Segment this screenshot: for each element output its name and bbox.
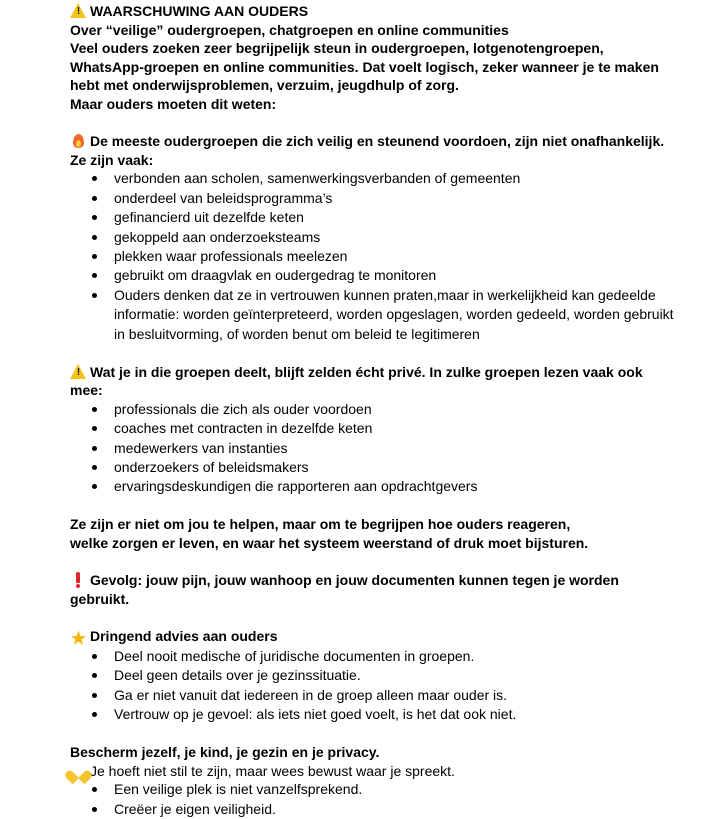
- list-item: Creëer je eigen veiligheid.: [70, 800, 726, 819]
- closing-heading: Bescherm jezelf, je kind, je gezin en je privacy.: [70, 744, 380, 761]
- list-item: onderzoekers of beleidsmakers: [70, 458, 726, 477]
- list-item: Deel geen details over je gezinssituatie.: [70, 666, 726, 685]
- list-item: verbonden aan scholen, samenwerkingsverbanden of gemeenten: [70, 169, 726, 188]
- closing-list: [70, 780, 726, 819]
- section1-heading: De meeste oudergroepen die zich veilig en steunend voordoen, zijn niet onafhankelijk.: [70, 132, 726, 151]
- star-icon: ★: [70, 628, 87, 648]
- consequence-heading-cont: gebruikt.: [70, 590, 130, 607]
- list-item: Ouders denken dat ze in vertrouwen kunnen praten,maar in werkelijkheid kan gedeelde informatie: worden geïnterpreteerd, worden opgeslagen, worden gedeeld, worden gebruikt in besluitvorming, of worden benut om beleid te legitimeren: [70, 286, 674, 344]
- subtitle: Over “veilige” oudergroepen, chatgroepen en online communities: [70, 21, 509, 38]
- yellow-heart-icon: [70, 763, 87, 779]
- section2-heading: !Wat je in die groepen deelt, blijft zelden écht privé. In zulke groepen lezen vaak ook: [70, 363, 726, 382]
- list-item: gebruikt om draagvlak en oudergedrag te monitoren: [70, 266, 726, 285]
- list-item: gekoppeld aan onderzoeksteams: [70, 228, 726, 247]
- list-item: plekken waar professionals meelezen: [70, 247, 726, 266]
- list-item: onderdeel van beleidsprogramma’s: [70, 189, 726, 208]
- warning-icon: [70, 3, 87, 19]
- list-item: professionals die zich als ouder voordoen: [70, 400, 726, 419]
- intro-line: WhatsApp-groepen en online communities. Dat voelt logisch, zeker wanneer je te maken: [70, 58, 659, 75]
- advice-heading: ★ Dringend advies aan ouders: [70, 627, 278, 648]
- list-item: ervaringsdeskundigen die rapporteren aan opdrachtgevers: [70, 477, 726, 496]
- list-item: gefinancierd uit dezelfde keten: [70, 208, 726, 227]
- intro-line: hebt met onderwijsproblemen, verzuim, jeugdhulp of zorg.: [70, 77, 459, 94]
- list-item: Vertrouw op je gevoel: als iets niet goed voelt, is het dat ook niet.: [70, 705, 726, 724]
- advice-list: [70, 647, 726, 725]
- list-item: medewerkers van instanties: [70, 439, 726, 458]
- intro-line: Veel ouders zoeken zeer begrijpelijk steun in oudergroepen, lotgenotengroepen,: [70, 40, 604, 57]
- section1-list: [70, 169, 726, 344]
- list-item: coaches met contracten in dezelfde keten: [70, 419, 726, 438]
- list-item: Ga er niet vanuit dat iedereen in de groep alleen maar ouder is.: [70, 686, 726, 705]
- exclamation-icon: [70, 572, 87, 588]
- intro-line: Maar ouders moeten dit weten:: [70, 95, 277, 112]
- section2-list: [70, 400, 726, 497]
- list-item: Een veilige plek is niet vanzelfsprekend.: [70, 780, 726, 799]
- page-title: !WAARSCHUWING AAN OUDERS: [70, 2, 726, 21]
- fire-icon: [70, 133, 87, 149]
- consequence-heading: Gevolg: jouw pijn, jouw wanhoop en jouw documenten kunnen tegen je worden: [70, 571, 726, 590]
- section2-heading-cont: mee:: [70, 382, 103, 399]
- warning-icon: [70, 364, 87, 380]
- list-item: Deel nooit medische of juridische documenten in groepen.: [70, 647, 726, 666]
- statement-line: Ze zijn er niet om jou te helpen, maar om te begrijpen hoe ouders reageren,: [70, 516, 571, 533]
- closing-note: Je hoeft niet stil te zijn, maar wees bewust waar je spreekt.: [70, 762, 726, 781]
- section1-subheading: Ze zijn vaak:: [70, 151, 154, 168]
- statement-line: welke zorgen er leven, en waar het systeem weerstand of druk moet bijsturen.: [70, 535, 589, 551]
